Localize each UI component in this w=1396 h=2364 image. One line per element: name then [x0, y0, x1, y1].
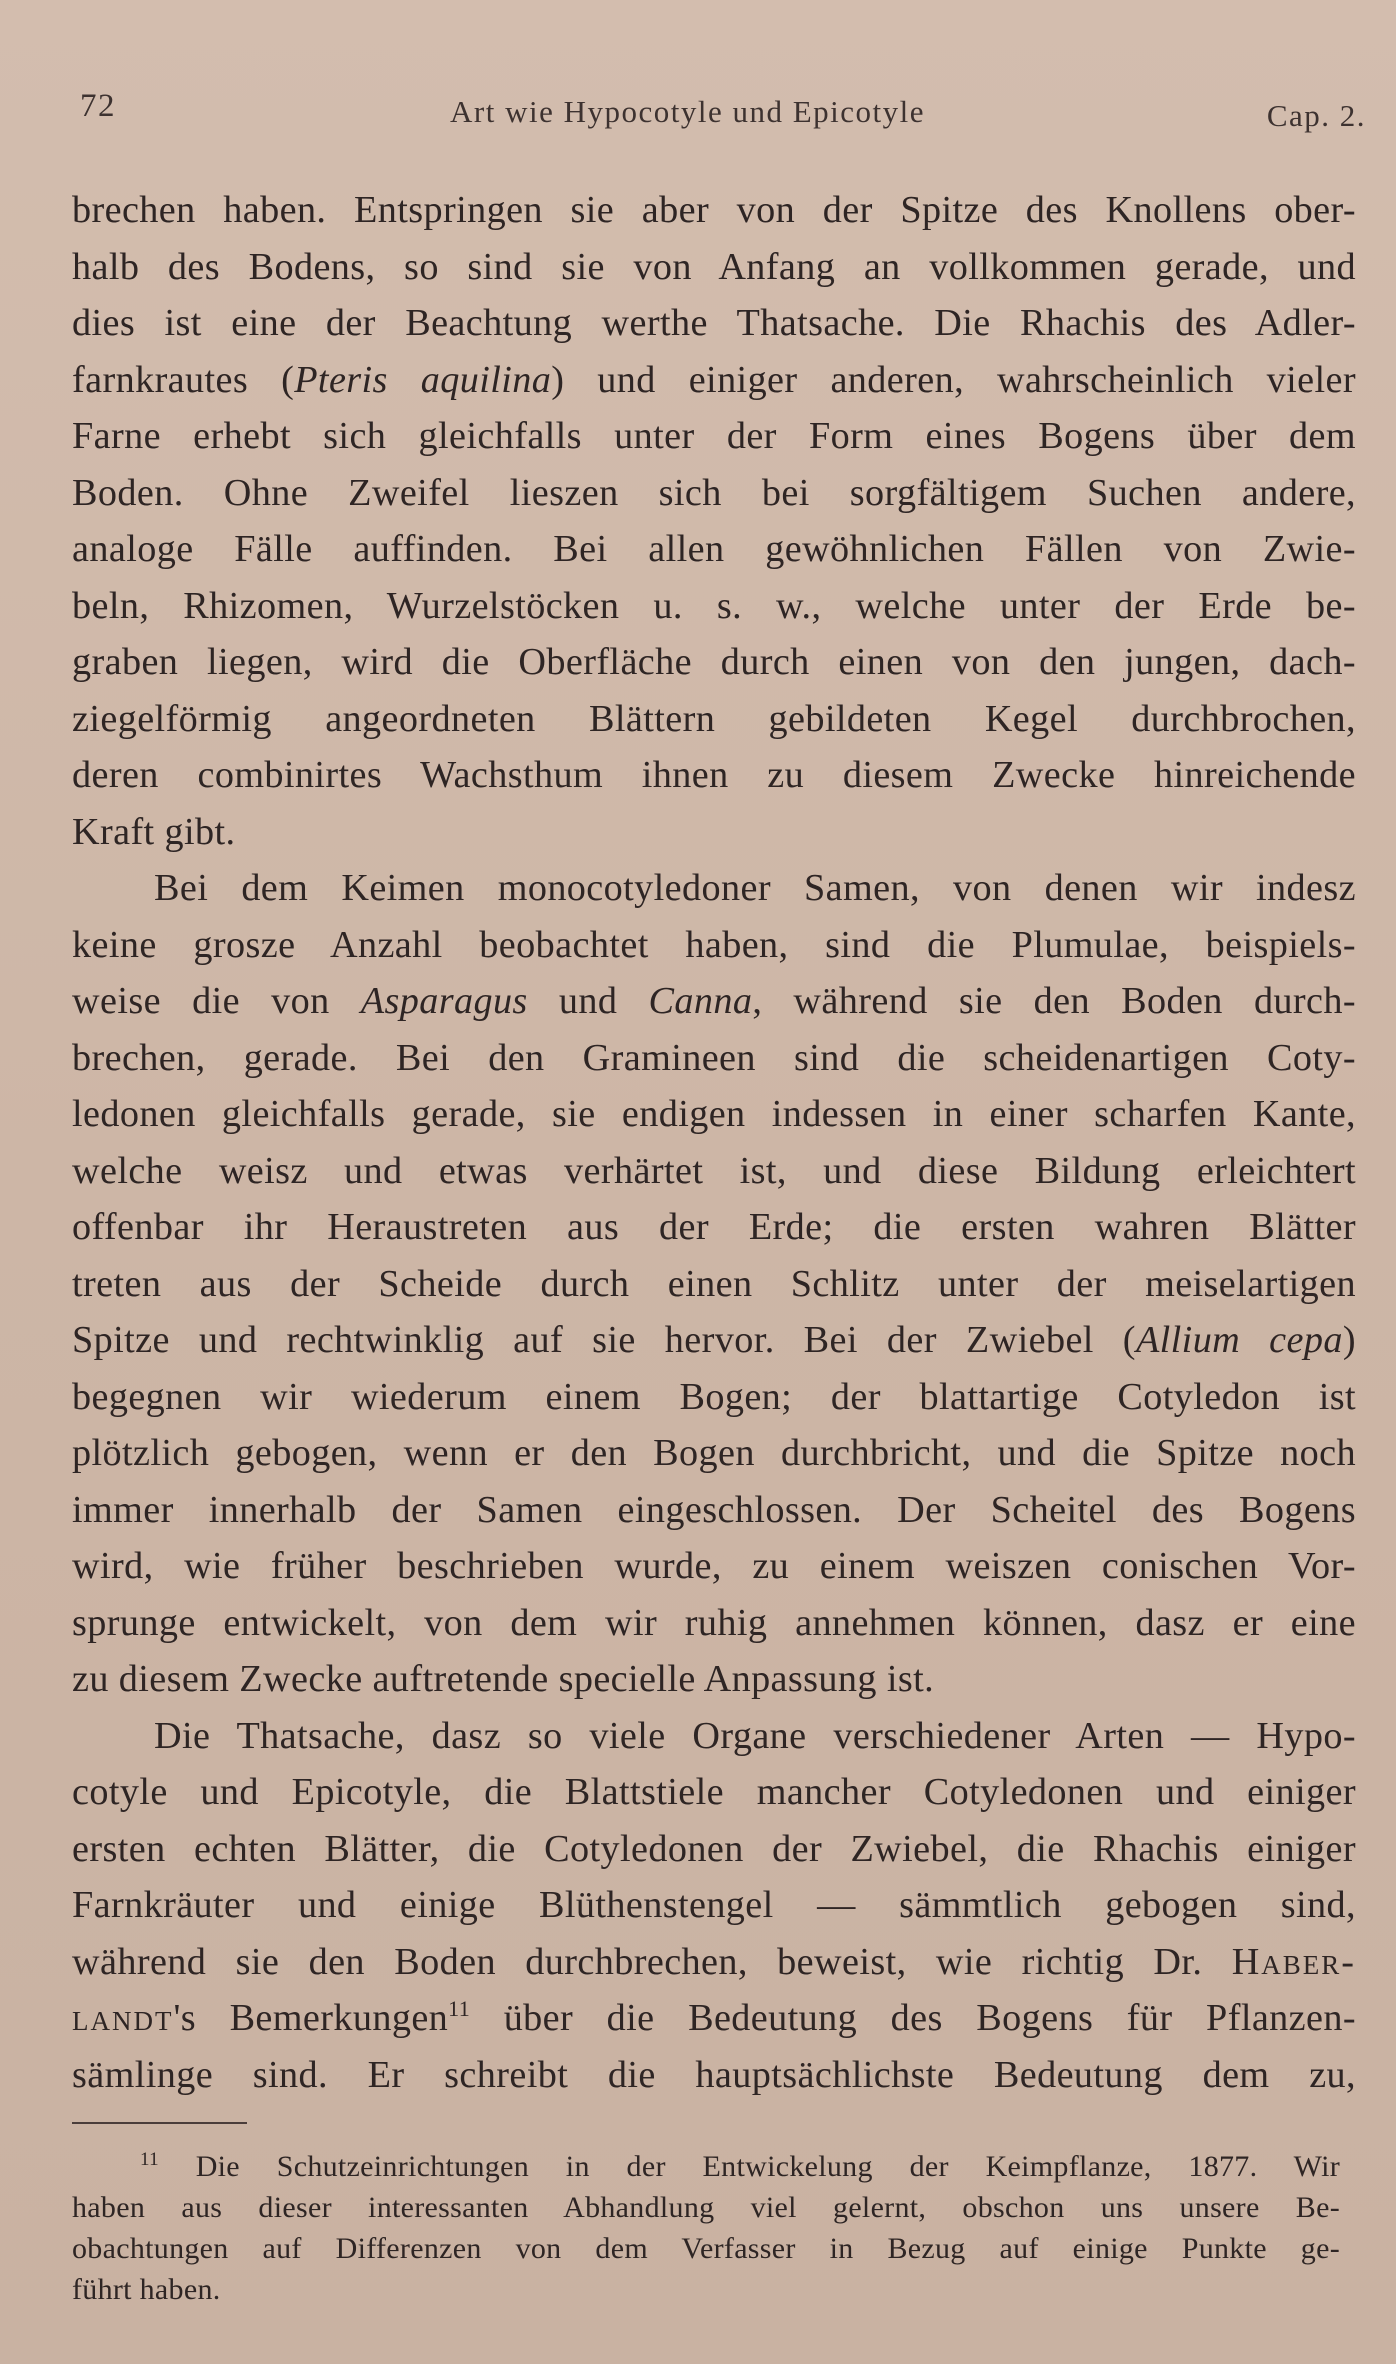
text-run: )	[1342, 1319, 1356, 1361]
text-line: dies ist eine der Beachtung werthe Thatsache. Die Rhachis des Adler-	[72, 302, 1356, 344]
text-run: und	[527, 980, 649, 1022]
text-line: ziegelförmig angeordneten Blättern gebildeten Kegel durchbrochen,	[72, 697, 1356, 740]
text-line: Farne erhebt sich gleichfalls unter der Form eines Bogens über dem	[72, 415, 1356, 457]
footnote-reference[interactable]: 11	[448, 1996, 471, 2021]
page-number: 72	[80, 88, 116, 124]
text-run: weise die von	[72, 980, 361, 1022]
text-run: 's Bemerkungen	[173, 1997, 449, 2039]
text-run: farnkrautes (	[72, 358, 295, 401]
text-line: immer innerhalb der Samen eingeschlossen. Der Scheitel des Bogens	[72, 1488, 1356, 1531]
text-line: wird, wie früher beschrieben wurde, zu einem weiszen conischen Vor-	[72, 1545, 1356, 1587]
text-line	[72, 1312, 1356, 1369]
text-line: halb des Bodens, so sind sie von Anfang an vollkommen gerade, und	[72, 245, 1356, 288]
text-line: treten aus der Scheide durch einen Schlitz unter der meiselartigen	[72, 1262, 1356, 1305]
text-line: graben liegen, wird die Oberfläche durch einen von den jungen, dach-	[72, 641, 1356, 683]
text-line: brechen, gerade. Bei den Gramineen sind die scheidenartigen Coty-	[72, 1036, 1356, 1079]
text-run: , während sie den Boden durch-	[752, 980, 1357, 1022]
footnote-line: führt haben.	[72, 2273, 221, 2306]
text-line: brechen haben. Entspringen sie aber von der Spitze des Knollens ober-	[72, 189, 1356, 231]
text-line: Boden. Ohne Zweifel lieszen sich bei sorgfältigem Suchen andere,	[72, 471, 1356, 514]
footnote-line	[72, 2146, 1340, 2187]
text-run: über die Bedeutung des Bogens für Pflanzen-	[470, 1997, 1356, 2039]
page-header	[80, 88, 1366, 138]
text-run: während sie den Boden durchbrechen, beweist, wie richtig Dr.	[72, 1940, 1232, 1983]
text-line: deren combinirtes Wachsthum ihnen zu diesem Zwecke hinreichende	[72, 754, 1356, 796]
text-run: Die Schutzeinrichtungen in der Entwickelung der Keimpflanze, 1877. Wir	[158, 2150, 1340, 2183]
paragraph-2	[72, 860, 1356, 1708]
text-line: sämlinge sind. Er schreibt die hauptsächlichste Bedeutung dem zu,	[72, 2053, 1356, 2096]
text-line: Kraft gibt.	[72, 810, 236, 853]
footnote-line: obachtungen auf Differenzen von dem Verfasser in Bezug auf einige Punkte ge-	[72, 2232, 1340, 2265]
chapter-label: Cap. 2.	[1266, 98, 1366, 133]
text-line: welche weisz und etwas verhärtet ist, und diese Bildung erleichtert	[72, 1149, 1356, 1192]
text-line	[72, 352, 1356, 409]
text-line: Die Thatsache, dasz so viele Organe verschiedener Arten — Hypo-	[154, 1714, 1356, 1757]
text-line: begegnen wir wiederum einem Bogen; der blattartige Cotyledon ist	[72, 1375, 1356, 1418]
text-line: Farnkräuter und einige Blüthenstengel — sämmtlich gebogen sind,	[72, 1884, 1356, 1926]
text-line: plötzlich gebogen, wenn er den Bogen durchbricht, und die Spitze noch	[72, 1432, 1356, 1474]
running-title: Art wie Hypocotyle und Epicotyle	[450, 94, 926, 129]
body-text	[72, 182, 1356, 2103]
italic-species-name: Pteris aquilina	[294, 358, 552, 401]
text-line: ledonen gleichfalls gerade, sie endigen indessen in einer scharfen Kante,	[72, 1093, 1356, 1135]
footnote-line: haben aus dieser interessanten Abhandlung viel gelernt, obschon uns unsere Be-	[72, 2191, 1340, 2224]
text-run: ) und einiger anderen, wahrscheinlich vieler	[551, 358, 1356, 401]
paragraph-1	[72, 182, 1356, 860]
footnote-marker: 11	[140, 2149, 159, 2170]
footnotes	[72, 2146, 1340, 2310]
text-line: sprunge entwickelt, von dem wir ruhig annehmen können, dasz er eine	[72, 1601, 1356, 1644]
paragraph-3	[72, 1708, 1356, 2104]
text-line	[72, 1990, 1356, 2047]
text-line	[72, 973, 1356, 1030]
text-line: beln, Rhizomen, Wurzelstöcken u. s. w., welche unter der Erde be-	[72, 584, 1356, 627]
author-name-small-caps: landt	[72, 1997, 174, 2039]
text-line: offenbar ihr Heraustreten aus der Erde; die ersten wahren Blätter	[72, 1206, 1356, 1248]
text-line: Bei dem Keimen monocotyledoner Samen, von denen wir indesz	[154, 867, 1356, 909]
text-line: cotyle und Epicotyle, die Blattstiele mancher Cotyledonen und einiger	[72, 1771, 1356, 1813]
italic-species-name: Allium cepa	[1135, 1319, 1343, 1361]
text-run: Spitze und rechtwinklig auf sie hervor. Bei der Zwiebel (	[72, 1319, 1136, 1361]
italic-genus-name: Asparagus	[360, 980, 528, 1022]
text-line: zu diesem Zwecke auftretende specielle Anpassung ist.	[72, 1658, 935, 1700]
italic-genus-name: Canna	[648, 980, 753, 1022]
text-line: ersten echten Blätter, die Cotyledonen der Zwiebel, die Rhachis einiger	[72, 1827, 1356, 1870]
text-line: analoge Fälle auffinden. Bei allen gewöhnlichen Fällen von Zwie-	[72, 528, 1356, 570]
author-name-small-caps: Haber-	[1231, 1940, 1356, 1983]
footnote-divider	[72, 2122, 247, 2124]
text-line	[72, 1934, 1356, 1991]
text-line: keine grosze Anzahl beobachtet haben, sind die Plumulae, beispiels-	[72, 923, 1356, 966]
